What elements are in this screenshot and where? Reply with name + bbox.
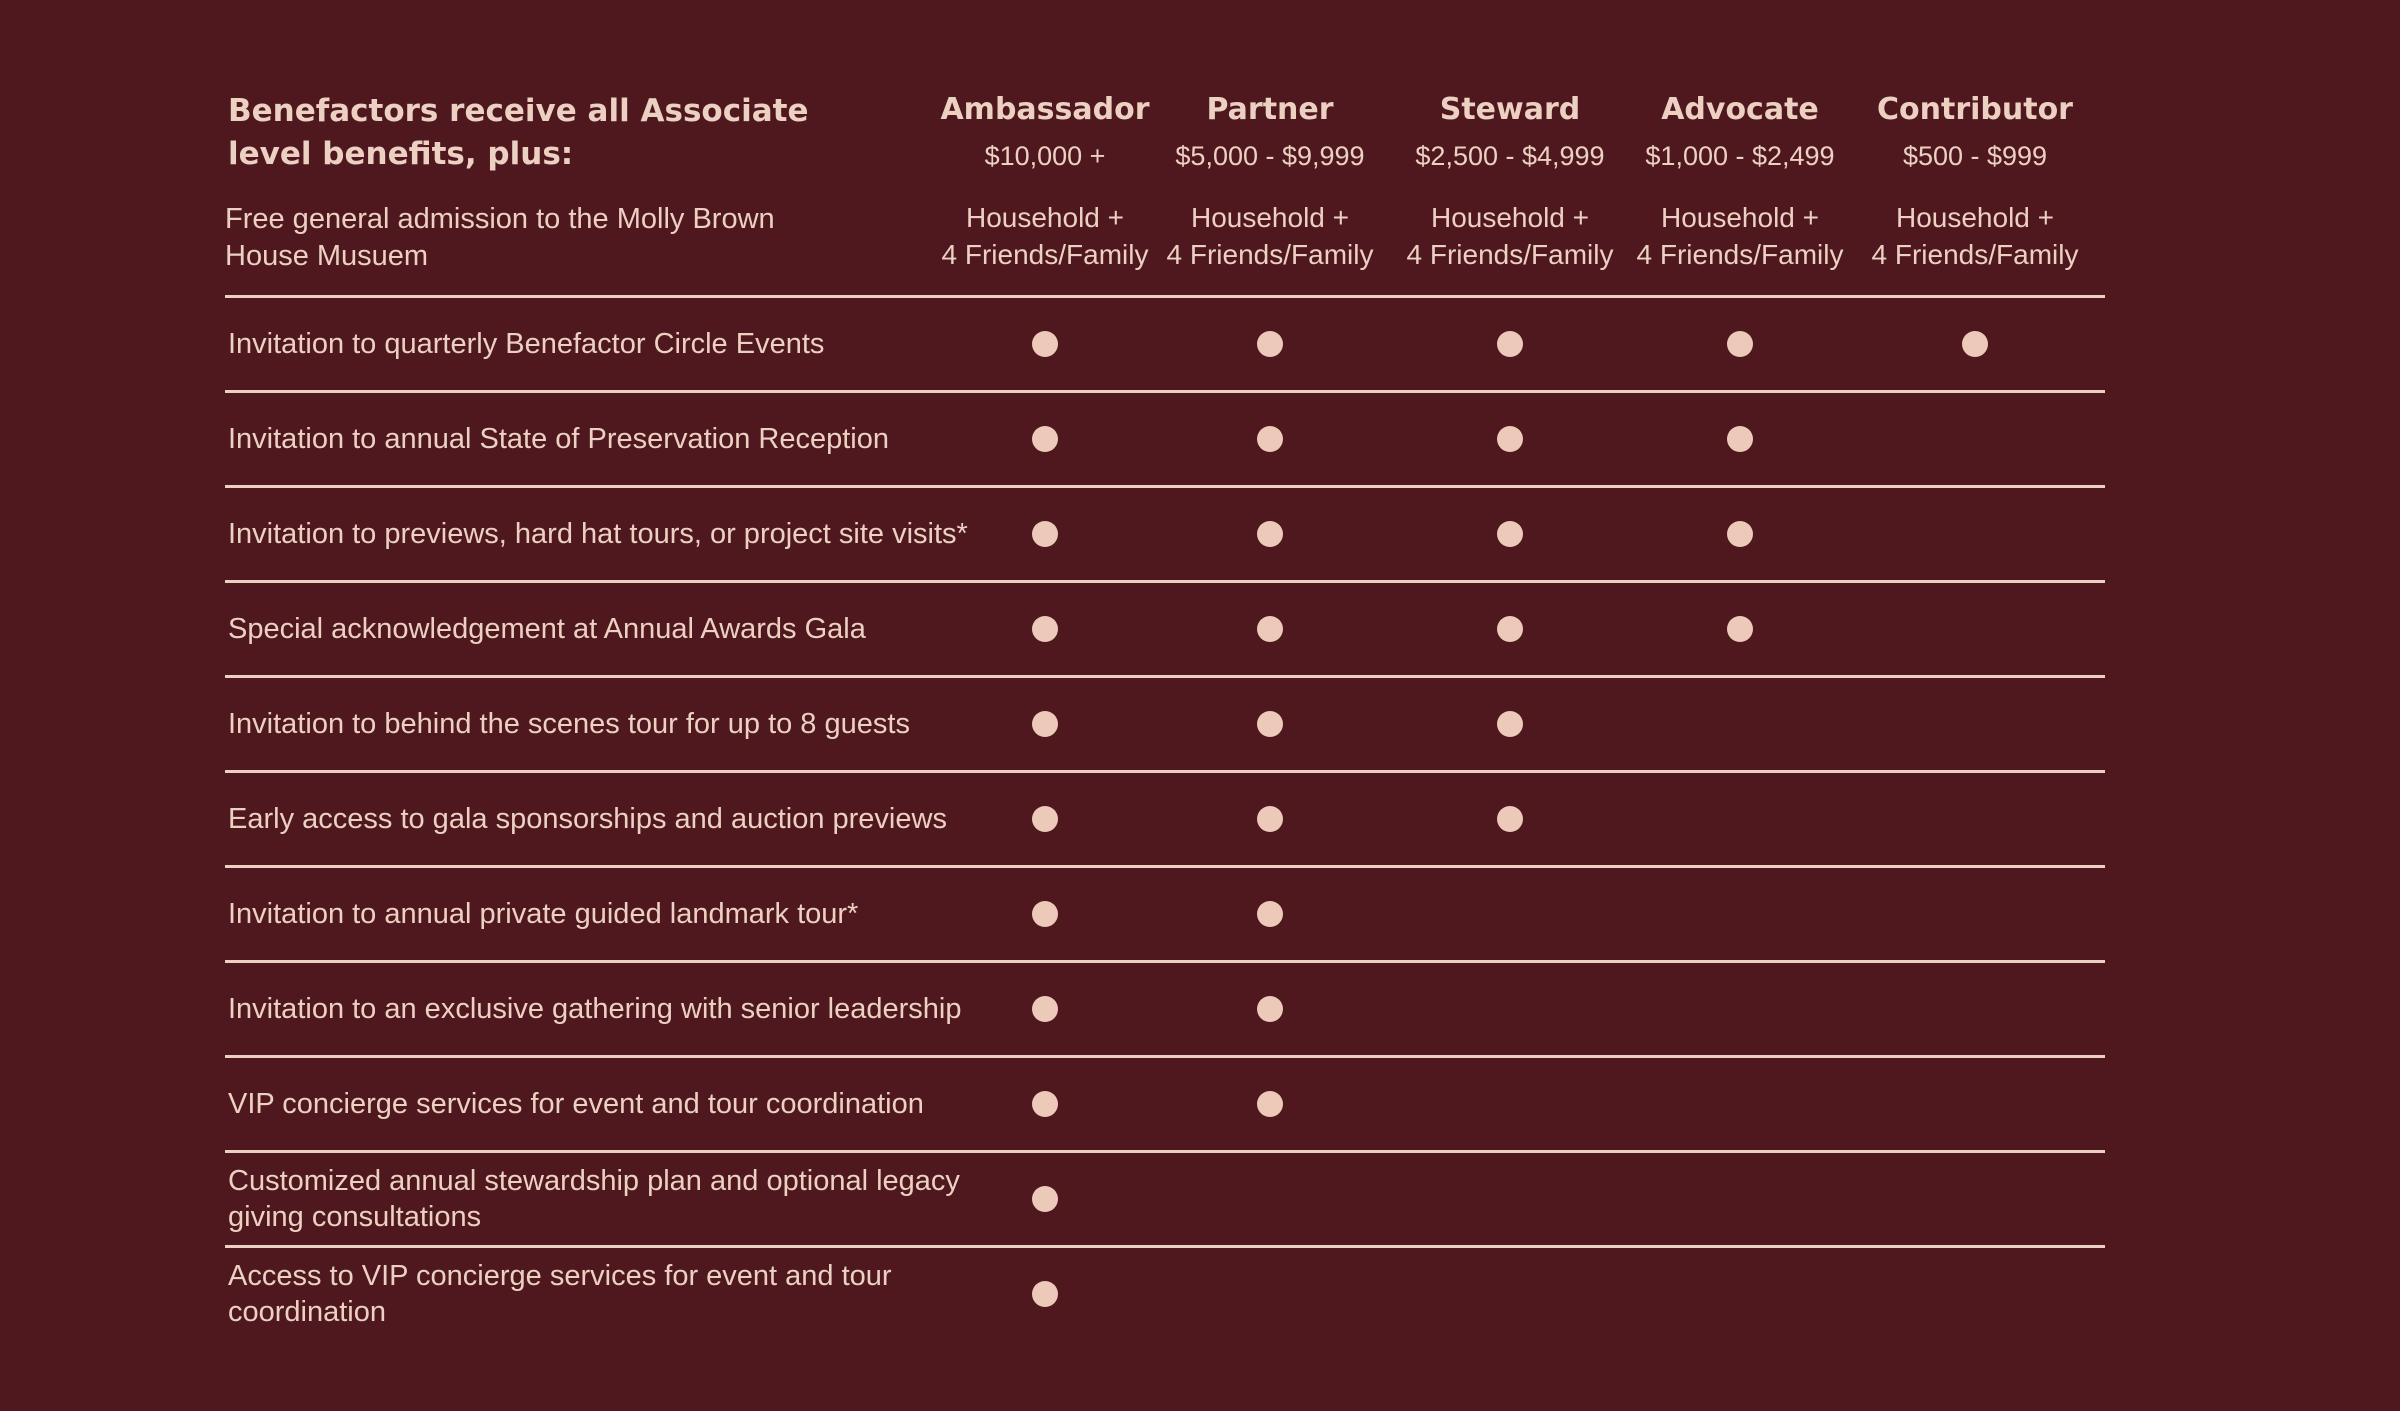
included-dot-icon <box>1032 901 1058 927</box>
tier-name: Contributor <box>1877 92 2073 127</box>
tier-cell <box>1620 678 1860 770</box>
included-dot-icon <box>1257 806 1283 832</box>
included-dot-icon <box>1257 426 1283 452</box>
included-dot-icon <box>1032 426 1058 452</box>
benefit-label <box>228 298 988 390</box>
table-row <box>225 675 2105 770</box>
intro-line-1: Benefactors receive all Associate <box>228 93 809 129</box>
admission-benefit <box>225 201 865 275</box>
tier-household-line-2: 4 Friends/Family <box>941 239 1149 270</box>
benefit-label <box>228 963 988 1055</box>
benefit-label-text: Special acknowledgement at Annual Awards Gala <box>228 613 866 645</box>
benefit-label <box>228 488 988 580</box>
included-dot-icon <box>1032 711 1058 737</box>
benefit-label <box>228 678 988 770</box>
included-dot-icon <box>1257 521 1283 547</box>
tier-cell <box>925 583 1165 675</box>
benefit-rows <box>225 295 2105 1340</box>
included-dot-icon <box>1257 996 1283 1022</box>
tier-cell <box>1620 773 1860 865</box>
table-row <box>225 960 2105 1055</box>
tier-name: Partner <box>1206 92 1334 127</box>
tier-cell <box>1390 678 1630 770</box>
included-dot-icon <box>1497 711 1523 737</box>
included-dot-icon <box>1727 331 1753 357</box>
benefit-label-text <box>228 1163 960 1235</box>
tier-cell <box>1150 488 1390 580</box>
table-row <box>225 1150 2105 1245</box>
tier-cell <box>925 393 1165 485</box>
intro-line-2: level benefits, plus: <box>228 136 574 172</box>
tier-cell <box>925 298 1165 390</box>
tier-cell <box>1620 868 1860 960</box>
tier-household-line-2: 4 Friends/Family <box>1636 239 1844 270</box>
tier-cell <box>925 1248 1165 1340</box>
benefit-label-text: Invitation to an exclusive gathering with senior leadership <box>228 993 962 1025</box>
tier-partner <box>1150 88 1390 273</box>
tier-household-line-1: Household + <box>1660 202 1819 233</box>
included-dot-icon <box>1257 901 1283 927</box>
tier-cell <box>1855 963 2095 1055</box>
benefit-label <box>228 773 988 865</box>
tier-household-line-2: 4 Friends/Family <box>1406 239 1614 270</box>
included-dot-icon <box>1727 616 1753 642</box>
benefit-label-text: Invitation to previews, hard hat tours, or project site visits* <box>228 518 968 550</box>
tier-cell <box>1150 393 1390 485</box>
benefit-label-text: Invitation to behind the scenes tour for up to 8 guests <box>228 708 910 740</box>
table-header <box>225 88 2105 295</box>
tier-name: Advocate <box>1661 92 1819 127</box>
tier-cell <box>1390 868 1630 960</box>
table-row <box>225 295 2105 390</box>
tier-cell <box>1390 393 1630 485</box>
tier-advocate <box>1620 88 1860 273</box>
benefit-label <box>228 1058 988 1150</box>
benefit-label <box>228 1248 988 1340</box>
tier-range: $5,000 - $9,999 <box>1175 141 1365 171</box>
tier-range: $10,000 + <box>984 141 1106 171</box>
tier-cell <box>1390 1248 1630 1340</box>
tier-cell <box>1390 1153 1630 1245</box>
tier-cell <box>925 963 1165 1055</box>
tier-cell <box>1620 298 1860 390</box>
included-dot-icon <box>1257 331 1283 357</box>
tier-cell <box>1390 1058 1630 1150</box>
included-dot-icon <box>1032 331 1058 357</box>
tier-cell <box>1855 488 2095 580</box>
tier-cell <box>1855 583 2095 675</box>
tier-range: $500 - $999 <box>1902 141 2048 171</box>
included-dot-icon <box>1962 331 1988 357</box>
tier-cell <box>1855 1153 2095 1245</box>
benefit-label-text <box>228 1258 892 1330</box>
tier-household-line-1: Household + <box>1430 202 1589 233</box>
benefit-label-text: Invitation to quarterly Benefactor Circle Events <box>228 328 825 360</box>
tier-ambassador <box>925 88 1165 273</box>
benefit-label-line-1: Customized annual stewardship plan and optional legacy <box>228 1165 960 1197</box>
tier-cell <box>1150 298 1390 390</box>
table-row <box>225 1055 2105 1150</box>
tier-cell <box>1855 298 2095 390</box>
tier-cell <box>1150 773 1390 865</box>
tier-cell <box>1855 1058 2095 1150</box>
tier-household <box>1620 199 1860 273</box>
intro-heading <box>228 90 868 176</box>
tier-cell <box>1150 678 1390 770</box>
included-dot-icon <box>1497 426 1523 452</box>
tier-cell <box>1150 583 1390 675</box>
benefits-table <box>225 88 2105 1340</box>
tier-contributor <box>1855 88 2095 273</box>
table-row <box>225 770 2105 865</box>
tier-cell <box>1620 393 1860 485</box>
benefit-label-line-1: Access to VIP concierge services for event and tour <box>228 1260 892 1292</box>
tier-cell <box>925 773 1165 865</box>
tier-household <box>1390 199 1630 273</box>
tier-household-line-1: Household + <box>1190 202 1349 233</box>
benefit-label-text: Early access to gala sponsorships and auction previews <box>228 803 947 835</box>
included-dot-icon <box>1727 426 1753 452</box>
benefit-label-text: VIP concierge services for event and tour coordination <box>228 1088 924 1120</box>
included-dot-icon <box>1497 331 1523 357</box>
tier-cell <box>1390 773 1630 865</box>
tier-cell <box>1390 963 1630 1055</box>
tier-household <box>1150 199 1390 273</box>
tier-cell <box>1855 868 2095 960</box>
tier-cell <box>1150 1153 1390 1245</box>
tier-cell <box>925 678 1165 770</box>
tier-cell <box>925 1058 1165 1150</box>
included-dot-icon <box>1032 1281 1058 1307</box>
benefit-label <box>228 1153 988 1245</box>
included-dot-icon <box>1032 521 1058 547</box>
tier-household-line-1: Household + <box>1895 202 2054 233</box>
included-dot-icon <box>1032 616 1058 642</box>
included-dot-icon <box>1497 616 1523 642</box>
benefit-label-text: Invitation to annual State of Preservation Reception <box>228 423 889 455</box>
included-dot-icon <box>1497 521 1523 547</box>
tier-household <box>925 199 1165 273</box>
tier-cell <box>1390 583 1630 675</box>
tier-steward <box>1390 88 1630 273</box>
tier-cell <box>1150 868 1390 960</box>
included-dot-icon <box>1032 996 1058 1022</box>
tier-cell <box>1855 678 2095 770</box>
benefit-label <box>228 393 988 485</box>
tier-cell <box>1150 1058 1390 1150</box>
tier-cell <box>1390 488 1630 580</box>
included-dot-icon <box>1257 1091 1283 1117</box>
tier-household <box>1855 199 2095 273</box>
tier-name: Steward <box>1439 92 1581 127</box>
included-dot-icon <box>1032 1186 1058 1212</box>
benefit-label <box>228 583 988 675</box>
tier-cell <box>1855 393 2095 485</box>
tier-cell <box>1620 583 1860 675</box>
tier-cell <box>1620 963 1860 1055</box>
tier-name: Ambassador <box>940 92 1150 127</box>
tier-household-line-2: 4 Friends/Family <box>1166 239 1374 270</box>
tier-cell <box>1855 773 2095 865</box>
tier-cell <box>1390 298 1630 390</box>
tier-cell <box>1150 963 1390 1055</box>
tier-cell <box>1620 1058 1860 1150</box>
benefit-label <box>228 868 988 960</box>
tier-cell <box>1150 1248 1390 1340</box>
included-dot-icon <box>1032 806 1058 832</box>
included-dot-icon <box>1727 521 1753 547</box>
tier-range: $2,500 - $4,999 <box>1415 141 1605 171</box>
table-row <box>225 1245 2105 1340</box>
tier-household-line-2: 4 Friends/Family <box>1871 239 2079 270</box>
included-dot-icon <box>1032 1091 1058 1117</box>
tier-range: $1,000 - $2,499 <box>1645 141 1835 171</box>
benefit-label-line-2: giving consultations <box>228 1201 482 1233</box>
tier-cell <box>925 1153 1165 1245</box>
table-row <box>225 580 2105 675</box>
table-row <box>225 865 2105 960</box>
benefit-label-line-2: coordination <box>228 1296 386 1328</box>
included-dot-icon <box>1257 711 1283 737</box>
table-row <box>225 390 2105 485</box>
included-dot-icon <box>1257 616 1283 642</box>
tier-cell <box>1620 1248 1860 1340</box>
included-dot-icon <box>1497 806 1523 832</box>
benefit-label-text: Invitation to annual private guided landmark tour* <box>228 898 859 930</box>
table-row <box>225 485 2105 580</box>
admission-line-1: Free general admission to the Molly Brown <box>225 203 775 235</box>
tier-household-line-1: Household + <box>965 202 1124 233</box>
admission-line-2: House Musuem <box>225 240 429 272</box>
tier-cell <box>1620 1153 1860 1245</box>
tier-cell <box>925 868 1165 960</box>
tier-cell <box>1855 1248 2095 1340</box>
tier-cell <box>1620 488 1860 580</box>
tier-cell <box>925 488 1165 580</box>
